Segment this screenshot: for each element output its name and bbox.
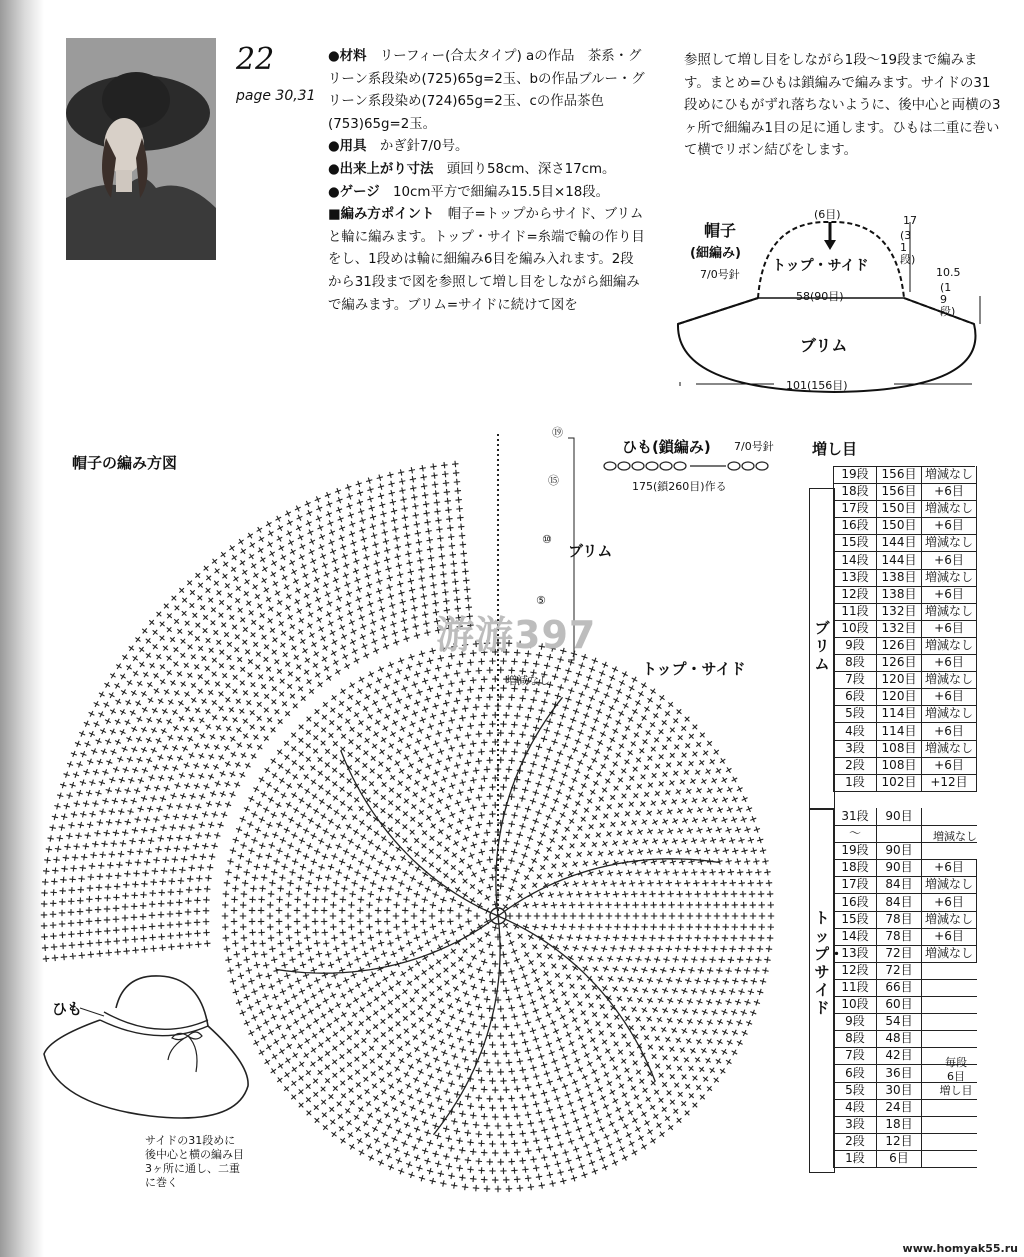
- row-mark-5: ⑤: [536, 594, 546, 607]
- hat-cord-label: ひも: [52, 1000, 83, 1018]
- schematic-top-side-label: トップ・サイド: [772, 258, 869, 274]
- table-row: 14段 78目 +6目: [833, 928, 977, 946]
- chart-no-change: 増減なし: [506, 674, 550, 687]
- note-each-row: 毎段 6目 増し目: [939, 1056, 973, 1097]
- table-row: 17段 150目 増減なし: [833, 500, 977, 518]
- table-row: 12段 138目 +6目: [833, 586, 977, 604]
- watermark: 游游397: [436, 613, 597, 657]
- row-mark-19: ⑲: [552, 426, 563, 439]
- table-row: 2段 12目: [833, 1133, 977, 1151]
- table-row: 7段 42目: [833, 1047, 977, 1065]
- instructions-left: [328, 46, 646, 317]
- cord-caption: 175(鎖260目)作る: [632, 480, 727, 493]
- schematic-circumference: 58(90目): [796, 290, 844, 303]
- table-section-brim: ブリム: [809, 488, 835, 810]
- gauge: ●ゲージ 10cm平方で細編み15.5目×18段。: [328, 184, 610, 200]
- table-row: 13段 138目 増減なし: [833, 569, 977, 587]
- table-row: 15段 144目 増減なし: [833, 534, 977, 552]
- schematic-bottom: 101(156目): [786, 379, 848, 392]
- note-no-change: 増減なし: [933, 830, 977, 843]
- instructions-right: [684, 50, 1002, 163]
- model-photo: [66, 38, 216, 260]
- schematic-height: 17: [903, 214, 917, 227]
- table-row: 9段 54目: [833, 1013, 977, 1031]
- pattern-number: 22: [236, 42, 275, 77]
- table-row: 11段 132目 増減なし: [833, 603, 977, 621]
- table-row: 8段 126目 +6目: [833, 654, 977, 672]
- schematic-subtitle: (細編み): [690, 246, 741, 261]
- table-row: 18段 90目 +6目: [833, 859, 977, 877]
- table-row: 1段 102目 +12目: [833, 774, 977, 792]
- row-mark-15: ⑮: [548, 474, 559, 487]
- table-row: 16段 84目 +6目: [833, 894, 977, 912]
- row-mark-10: ⑩: [542, 533, 552, 546]
- hat-caption: サイドの31段めに 後中心と横の編み目 3ヶ所に通し、二重 に巻く: [145, 1134, 244, 1189]
- table-title: 増し目: [812, 440, 858, 458]
- table-row: 8段 48目: [833, 1030, 977, 1048]
- table-section-top-side: トップ・サイド: [809, 808, 835, 1173]
- table-row: 2段 108目 +6目: [833, 757, 977, 775]
- table-row: 14段 144目 +6目: [833, 552, 977, 570]
- schematic-height-rows: (31段): [900, 229, 916, 266]
- table-row: 5段 114目 増減なし: [833, 705, 977, 723]
- cord-hook: 7/0号針: [734, 440, 774, 453]
- table-row: 10段 60目: [833, 996, 977, 1014]
- table-row: 19段 90目: [833, 842, 977, 860]
- table-row: 1段 6目: [833, 1150, 977, 1168]
- table-row: 31段 90目: [833, 808, 977, 826]
- page-reference: page 30,31: [236, 88, 316, 104]
- table-row: 6段 120目 +6目: [833, 688, 977, 706]
- chart-brim-label: ブリム: [568, 542, 613, 560]
- chart-title: 帽子の編み方図: [72, 454, 178, 472]
- table-row: 12段 72目: [833, 962, 977, 980]
- instructions-continued: 参照して増し目をしながら1段〜19段まで編みます。まとめ=ひもは鎖編みで編みます。サイドの31段めにひもがずれ落ちないように、後中心と両横の3ヶ所で細編み1目の足に通します。ひもは二重に巻いて横でリボン結びをします。: [684, 53, 1001, 159]
- hat-drawing: [40, 968, 260, 1138]
- table-row: 13段 72目 増減なし: [833, 945, 977, 963]
- table-row: 9段 126目 増減なし: [833, 637, 977, 655]
- table-row: 16段 150目 +6目: [833, 517, 977, 535]
- table-row: 6段 36目: [833, 1065, 977, 1083]
- table-row: 4段 24目: [833, 1099, 977, 1117]
- schematic-title: 帽子: [704, 221, 737, 240]
- table-row: 4段 114目 +6目: [833, 723, 977, 741]
- table-row: 10段 132目 +6目: [833, 620, 977, 638]
- site-footer: www.homyak55.ru: [902, 1242, 1018, 1255]
- tools: ●用具 かぎ針7/0号。: [328, 139, 469, 155]
- finished-size: ●出来上がり寸法 頭回り58cm、深さ17cm。: [328, 161, 616, 177]
- cord-title: ひも(鎖編み): [622, 438, 711, 456]
- table-row: 3段 108目 増減なし: [833, 740, 977, 758]
- schematic-hook: 7/0号針: [700, 268, 740, 281]
- schematic-brim-rows: (19段): [940, 281, 956, 318]
- knitting-points: ■編み方ポイント 帽子=トップからサイド、ブリムと輪に編みます。トップ・サイド=糸端で輪の作り目をし、1段めは輪に細編み6目を編み入れます。2段から31段まで図を参照して増し目をしながら細編みで編みます。ブリム=サイドに続けて図を: [328, 207, 645, 313]
- table-row: 15段 78目 増減なし: [833, 911, 977, 929]
- cord-chain: [600, 456, 780, 476]
- table-row: 19段 156目 増減なし: [833, 466, 977, 484]
- table-row: 18段 156目 +6目: [833, 483, 977, 501]
- schematic-top-count: (6目): [814, 208, 841, 221]
- page-binding-shadow: [0, 0, 44, 1257]
- schematic-brim-label: ブリム: [800, 336, 848, 355]
- materials: ●材料 リーフィー(合太タイプ) aの作品 茶系・グリーン系段染め(725)65g=2玉、bの作品ブルー・グリーン系段染め(724)65g=2玉、cの作品茶色(753)65g=2玉。: [328, 49, 645, 132]
- table-row: 5段 30目: [833, 1082, 977, 1100]
- table-row: 11段 66目: [833, 979, 977, 997]
- table-row: 3段 18目: [833, 1116, 977, 1134]
- table-row: 17段 84目 増減なし: [833, 876, 977, 894]
- chart-top-side-label: トップ・サイド: [642, 660, 746, 678]
- table-row: 7段 120目 増減なし: [833, 671, 977, 689]
- schematic-brim-height: 10.5: [936, 266, 961, 279]
- table-row: 〜: [833, 825, 977, 843]
